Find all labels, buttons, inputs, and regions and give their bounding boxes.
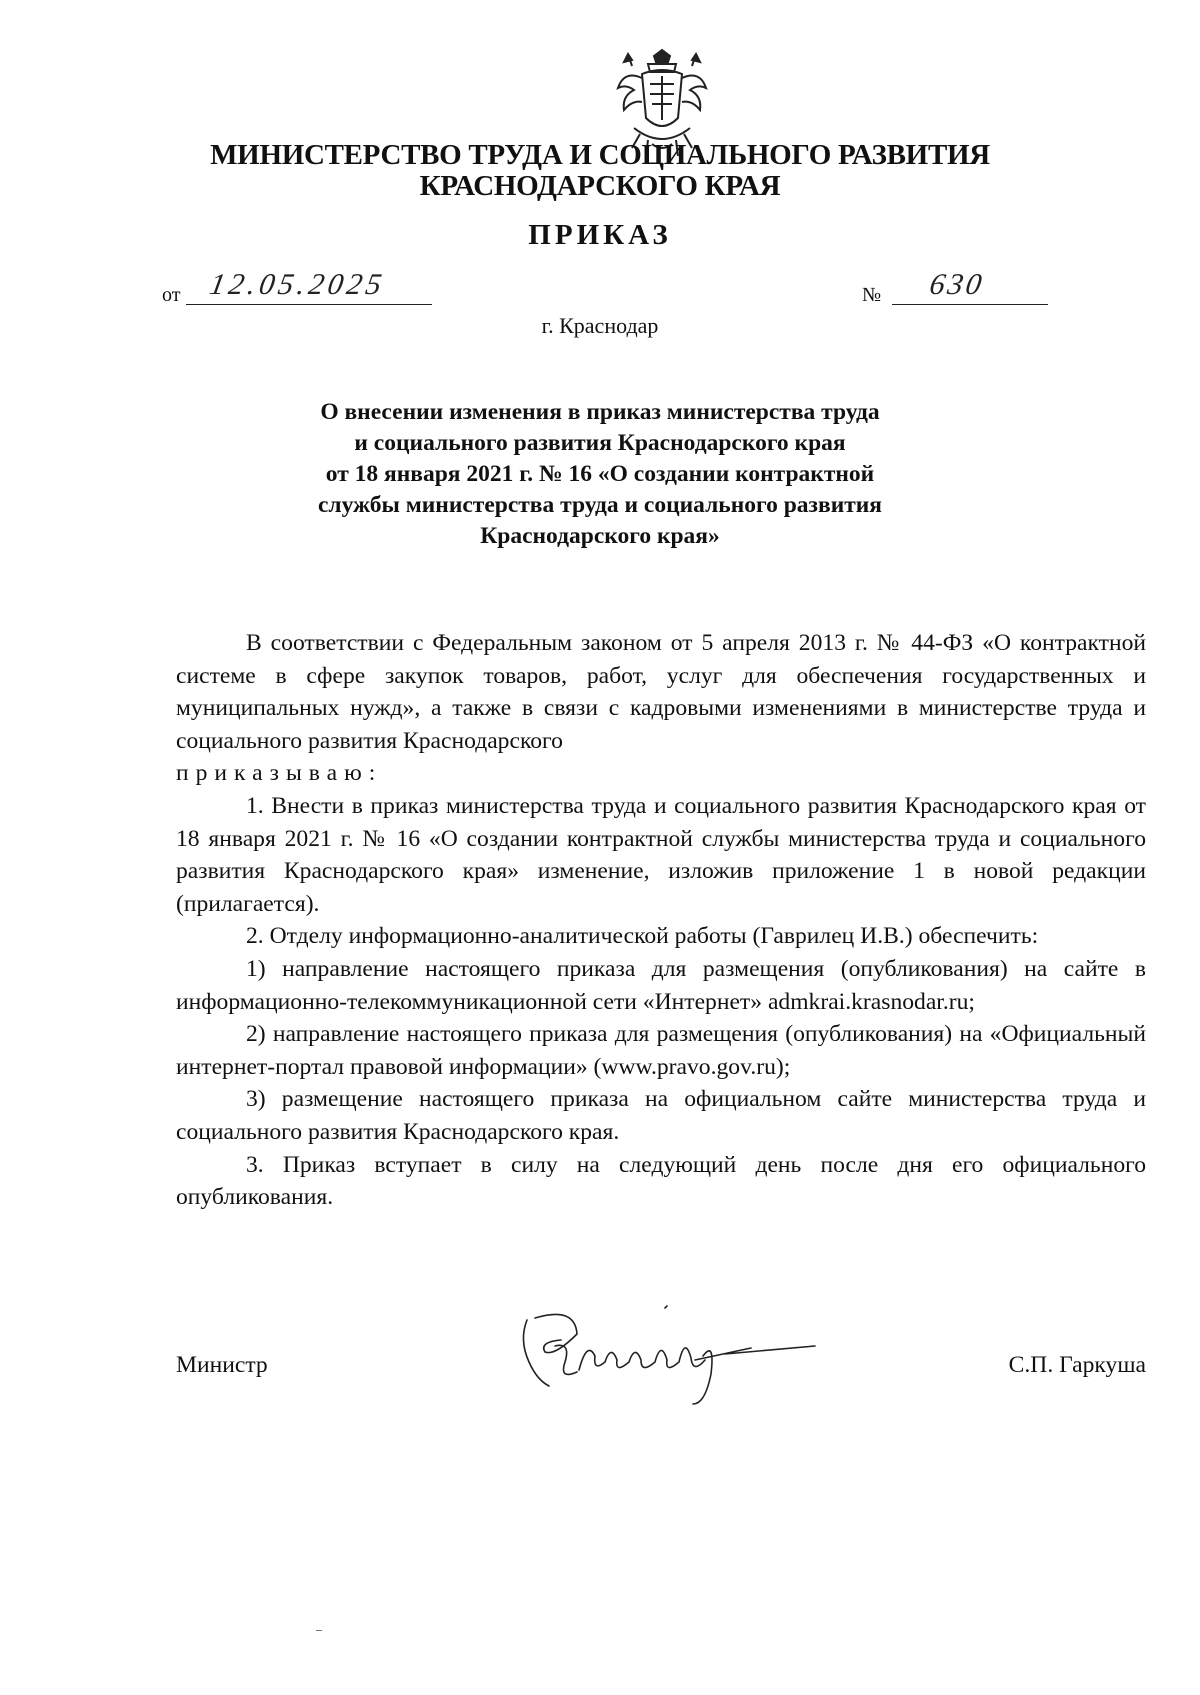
order-keyword: приказываю: xyxy=(176,760,383,787)
clause-2: 2. Отделу информационно-аналитической работы (Гаврилец И.В.) обеспечить: xyxy=(246,923,1039,950)
order-subject xyxy=(250,397,950,552)
clause-1: 1. Внести в приказ министерства труда и социального развития Краснодарского края от 18 января 2021 г. № 16 «О создании контрактной службы министерства труда и социального развития Краснодарского края» изменение, изложив приложение 1 в новой редакции (прилагается). xyxy=(176,792,1146,917)
date-prefix: от xyxy=(162,284,181,306)
ministry-line-1: МИНИСТЕРСТВО ТРУДА И СОЦИАЛЬНОГО РАЗВИТИЯ xyxy=(210,139,990,171)
subject-line: от 18 января 2021 г. № 16 «О создании контрактной xyxy=(325,461,875,487)
ministry-line-2: КРАСНОДАРСКОГО КРАЯ xyxy=(419,170,781,202)
city: г. Краснодар xyxy=(541,313,659,338)
order-date: 12.05.2025 xyxy=(207,268,388,301)
ministry-name xyxy=(150,140,1050,202)
clause-3: 3. Приказ вступает в силу на следующий день после дня его официального опубликования. xyxy=(176,1151,1146,1211)
preamble-paragraph: В соответствии с Федеральным законом от 5 апреля 2013 г. № 44-ФЗ «О контрактной системе в сфере закупок товаров, работ, услуг для обеспечения государственных и муниципальных нужд», а также в связи с кадровыми изменениями в министерстве труда и социального развития Краснодарского xyxy=(176,630,1146,754)
date-underline xyxy=(186,304,432,305)
subject-line: Краснодарского края» xyxy=(480,523,720,549)
clause-2-item-3: 3) размещение настоящего приказа на официальном сайте министерства труда и социального развития Краснодарского края. xyxy=(176,1086,1146,1145)
subject-line: и социального развития Краснодарского края xyxy=(354,430,846,456)
signer-name: С.П. Гаркуша xyxy=(1008,1352,1146,1378)
order-body xyxy=(176,627,1146,1214)
number-underline xyxy=(892,304,1048,305)
handwritten-signature xyxy=(515,1300,825,1410)
subject-line: О внесении изменения в приказ министерства труда xyxy=(320,399,880,425)
subject-line: службы министерства труда и социального развития xyxy=(317,492,883,518)
order-number: 630 xyxy=(927,268,987,301)
number-prefix: № xyxy=(862,284,882,306)
scan-speck xyxy=(316,1630,322,1631)
document-type: ПРИКАЗ xyxy=(528,219,672,251)
clause-2-item-1: 1) направление настоящего приказа для размещения (опубликования) на сайте в информационно-телекоммуникационной сети «Интернет» admkrai.krasnodar.ru; xyxy=(176,955,1146,1015)
date-number-row xyxy=(162,268,1062,308)
signer-title: Министр xyxy=(176,1352,268,1378)
clause-2-item-2: 2) направление настоящего приказа для размещения (опубликования) на «Официальный интернет-портал правовой информации» (www.pravo.gov.ru); xyxy=(176,1021,1146,1080)
